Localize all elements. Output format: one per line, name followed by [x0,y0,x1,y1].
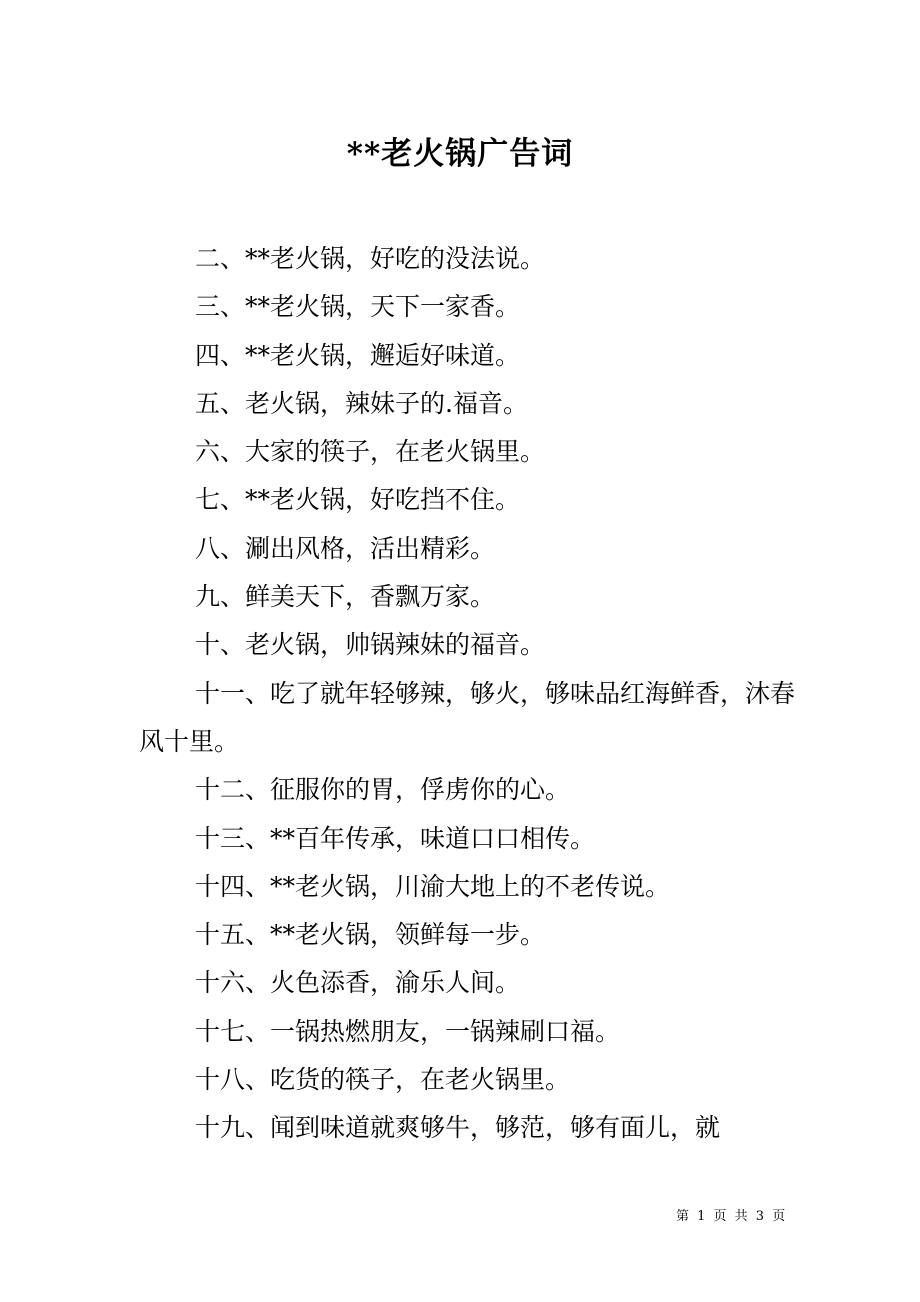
paragraph: 四、**老火锅，邂逅好味道。 [195,340,521,370]
document-title: **老火锅广告词 [346,136,574,172]
paragraph: 十二、征服你的胃，俘虏你的心。 [195,775,571,805]
paragraph: 十五、**老火锅，领鲜每一步。 [195,920,546,950]
paragraph: 二、**老火锅，好吃的没法说。 [195,244,546,273]
document-body [139,235,819,1153]
page-number-footer: 第 1 页 共 3 页 [676,1209,788,1224]
paragraph: 十、老火锅，帅锅辣妹的福音。 [195,630,546,660]
paragraph: 十九、闻到味道就爽够牛，够范，够有面儿，就 [195,1113,721,1143]
paragraph: 十七、一锅热燃朋友，一锅辣刷口福。 [195,1016,621,1046]
paragraph: 十八、吃货的筷子，在老火锅里。 [195,1065,571,1095]
paragraph: 九、鲜美天下，香飘万家。 [195,582,496,612]
paragraph: 十六、火色添香，渝乐人间。 [195,968,521,998]
paragraph: 八、涮出风格，活出精彩。 [195,533,496,563]
paragraph: 六、大家的筷子，在老火锅里。 [195,437,546,467]
paragraph: 十三、**百年传承，味道口口相传。 [195,823,596,853]
paragraph: 五、老火锅，辣妹子的.福音。 [195,388,528,418]
paragraph: 十四、**老火锅，川渝大地上的不老传说。 [195,871,671,901]
paragraph: 三、**老火锅，天下一家香。 [195,292,521,322]
paragraph: 七、**老火锅，好吃挡不住。 [195,485,521,515]
paragraph: 十一、吃了就年轻够辣，够火，够味品红海鲜香，沐春风十里。 [139,678,796,756]
